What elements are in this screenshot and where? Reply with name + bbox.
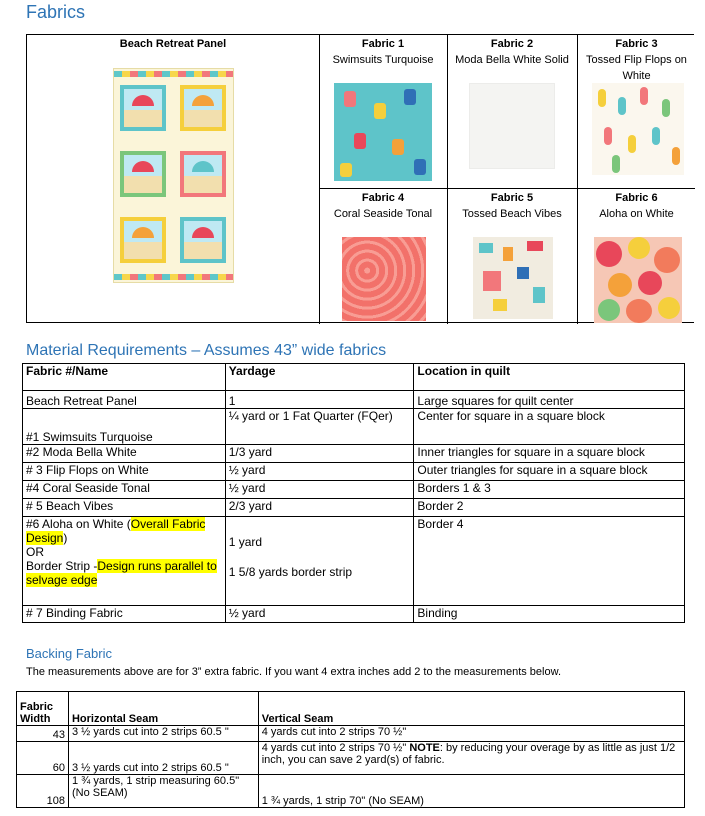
- fabric-1-swatch: [334, 83, 432, 181]
- fabric-4-swatch: [342, 237, 426, 321]
- fabric-6-swatch: [594, 237, 682, 323]
- col-header-fabric: Fabric #/Name: [23, 364, 226, 391]
- table-row: 43 3 ½ yards cut into 2 strips 60.5 " 4 yards cut into 2 strips 70 ½": [17, 726, 685, 742]
- col-header-location: Location in quilt: [414, 364, 685, 391]
- col-header-horizontal: Horizontal Seam: [68, 692, 258, 726]
- fabric-3-label: Fabric 3 Tossed Flip Flops on White: [586, 38, 687, 82]
- table-row: #1 Swimsuits Turquoise ¼ yard or 1 Fat Quarter (FQer) Center for square in a square block: [23, 409, 685, 445]
- table-row: # 3 Flip Flops on White ½ yard Outer triangles for square in a square block: [23, 463, 685, 481]
- materials-table: [22, 363, 685, 623]
- aloha-name-cell: #6 Aloha on White (Overall Fabric Design) OR Border Strip -Design runs parallel to selvage edge: [23, 517, 226, 606]
- panel-title: Beach Retreat Panel: [119, 38, 227, 50]
- table-row: # 7 Binding Fabric ½ yard Binding: [23, 606, 685, 623]
- table-row: Beach Retreat Panel 1 Large squares for quilt center: [23, 391, 685, 409]
- backing-note: The measurements above are for 3” extra fabric. If you want 4 extra inches add 2 to the measurements below.: [26, 666, 561, 678]
- fabric-2-swatch: [469, 83, 555, 169]
- fabric-4-label: Fabric 4 Coral Seaside Tonal: [333, 192, 433, 220]
- table-row: #2 Moda Bella White 1/3 yard Inner triangles for square in a square block: [23, 445, 685, 463]
- fabric-6-label: Fabric 6 Aloha on White: [599, 192, 674, 220]
- aloha-yardage-cell: 1 yard 1 5/8 yards border strip: [225, 517, 414, 606]
- fabric-2-label: Fabric 2 Moda Bella White Solid: [455, 38, 569, 66]
- panel-swatch: [113, 68, 234, 283]
- fabric-3-swatch: [592, 83, 684, 175]
- materials-heading: Material Requirements – Assumes 43” wide fabrics: [26, 342, 387, 359]
- col-header-vertical: Vertical Seam: [258, 692, 684, 726]
- fabric-5-swatch: [473, 237, 553, 319]
- backing-table: [16, 691, 685, 808]
- table-row: #6 Aloha on White (Overall Fabric Design) OR Border Strip -Design runs parallel to selvage edge 1 yard 1 5/8 yards border strip Border 4: [23, 517, 685, 606]
- fabrics-heading: Fabrics: [26, 2, 86, 22]
- table-row: # 5 Beach Vibes 2/3 yard Border 2: [23, 499, 685, 517]
- table-row: 108 1 ¾ yards, 1 strip measuring 60.5" (No SEAM) 1 ¾ yards, 1 strip 70" (No SEAM): [17, 775, 685, 808]
- backing-heading: Backing Fabric: [26, 646, 112, 661]
- fabrics-grid: [26, 34, 694, 323]
- fabric-1-label: Fabric 1 Swimsuits Turquoise: [332, 38, 434, 66]
- col-header-yardage: Yardage: [225, 364, 414, 391]
- table-row: 60 3 ½ yards cut into 2 strips 60.5 " 4 yards cut into 2 strips 70 ½" NOTE: by reducing your overage by as little as just 1/2 inch, you can save 2 yard(s) of fabric.: [17, 742, 685, 775]
- note-cell: 4 yards cut into 2 strips 70 ½" NOTE: by reducing your overage by as little as just 1/2 inch, you can save 2 yard(s) of fabric.: [258, 742, 684, 775]
- col-header-width: Fabric Width: [17, 692, 69, 726]
- table-row: #4 Coral Seaside Tonal ½ yard Borders 1 & 3: [23, 481, 685, 499]
- fabric-5-label: Fabric 5 Tossed Beach Vibes: [462, 192, 562, 220]
